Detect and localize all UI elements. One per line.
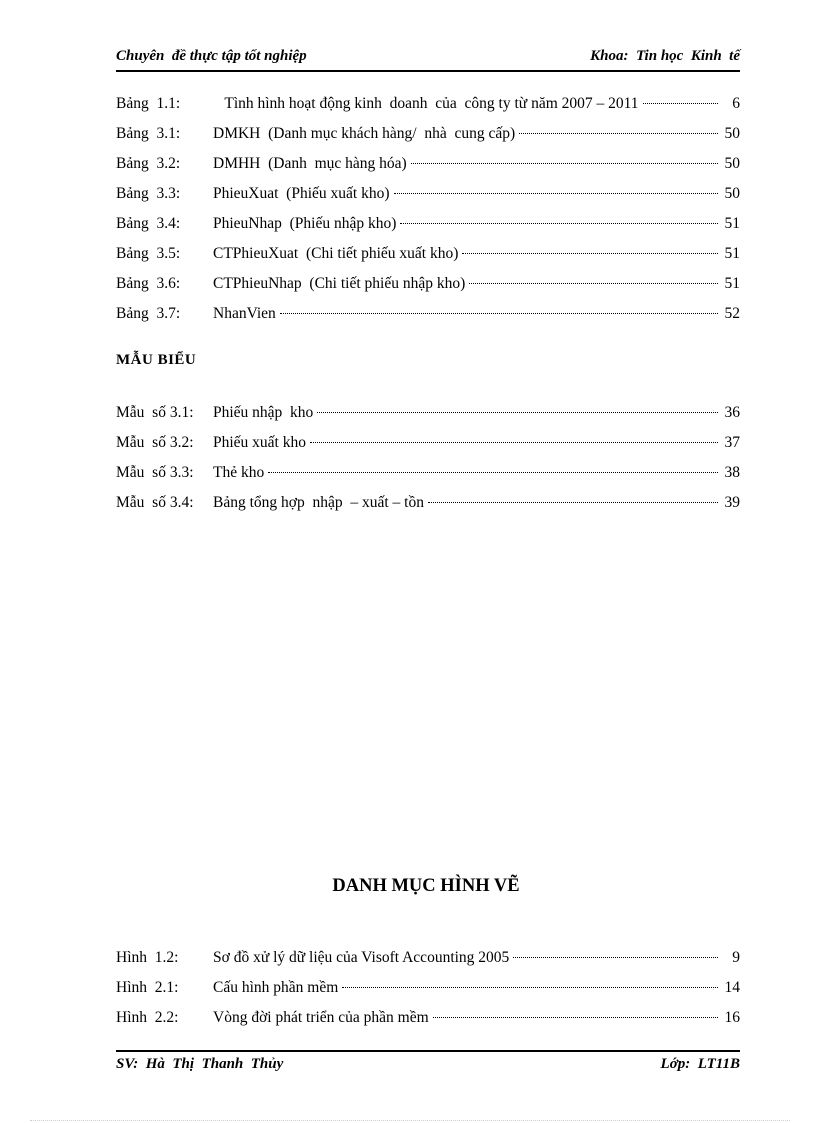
footer-student-name: SV: Hà Thị Thanh Thủy bbox=[116, 1056, 284, 1072]
entry-title: NhanVien bbox=[213, 305, 276, 322]
entry-title: Cấu hình phần mềm bbox=[213, 979, 339, 996]
entry-title: Tình hình hoạt động kinh doanh của công ty từ năm 2007 – 2011 bbox=[213, 95, 639, 112]
header-course-title: Chuyên đề thực tập tốt nghiệp bbox=[116, 48, 307, 64]
dot-leader bbox=[519, 132, 718, 134]
entry-label: Bảng 3.7: bbox=[116, 305, 181, 322]
header-faculty: Khoa: Tin học Kinh tế bbox=[590, 48, 740, 64]
dot-leader bbox=[469, 282, 718, 284]
page-edge-dots bbox=[30, 1120, 790, 1121]
entry-page-number: 50 bbox=[724, 125, 740, 142]
form-entry bbox=[116, 458, 740, 488]
entry-label: Mẫu số 3.1: bbox=[116, 404, 194, 421]
entry-page-number: 38 bbox=[724, 464, 740, 481]
entry-label: Bảng 3.2: bbox=[116, 155, 181, 172]
entry-title: DMKH (Danh mục khách hàng/ nhà cung cấp) bbox=[213, 125, 516, 142]
form-entry bbox=[116, 398, 740, 428]
entry-title: Phiếu nhập kho bbox=[213, 404, 314, 421]
entry-page-number: 16 bbox=[724, 1009, 740, 1026]
dot-leader bbox=[428, 501, 718, 503]
entry-title: Bảng tổng hợp nhập – xuất – tồn bbox=[213, 494, 424, 511]
entry-title: Thẻ kho bbox=[213, 464, 265, 481]
entry-title: DMHH (Danh mục hàng hóa) bbox=[213, 155, 407, 172]
entry-label: Mẫu số 3.2: bbox=[116, 434, 194, 451]
figure-entry bbox=[116, 1003, 740, 1033]
entry-title: CTPhieuNhap (Chi tiết phiếu nhập kho) bbox=[213, 275, 466, 292]
entry-page-number: 9 bbox=[732, 949, 740, 966]
footer-rule bbox=[116, 1050, 740, 1052]
figure-entry bbox=[116, 973, 740, 1003]
entry-title: Phiếu xuất kho bbox=[213, 434, 306, 451]
dot-leader bbox=[513, 956, 718, 958]
figure-entry bbox=[116, 943, 740, 973]
entry-label: Bảng 3.6: bbox=[116, 275, 181, 292]
entry-title: PhieuXuat (Phiếu xuất kho) bbox=[213, 185, 390, 202]
entry-label: Bảng 1.1: bbox=[116, 95, 181, 112]
entry-page-number: 50 bbox=[724, 185, 740, 202]
entry-label: Bảng 3.5: bbox=[116, 245, 181, 262]
dot-leader bbox=[268, 471, 718, 473]
dot-leader bbox=[462, 252, 718, 254]
form-entry bbox=[116, 428, 740, 458]
entry-title: Vòng đời phát triển của phần mềm bbox=[213, 1009, 429, 1026]
entry-title: PhieuNhap (Phiếu nhập kho) bbox=[213, 215, 397, 232]
entry-page-number: 51 bbox=[724, 275, 740, 292]
dot-leader bbox=[643, 102, 718, 104]
entry-label: Bảng 3.1: bbox=[116, 125, 181, 142]
entry-label: Bảng 3.3: bbox=[116, 185, 181, 202]
entry-label: Bảng 3.4: bbox=[116, 215, 181, 232]
table-entry bbox=[116, 89, 740, 119]
table-of-figures bbox=[116, 943, 740, 1033]
table-entry bbox=[116, 179, 740, 209]
footer-class: Lớp: LT11B bbox=[660, 1056, 740, 1072]
entry-label: Mẫu số 3.4: bbox=[116, 494, 194, 511]
entry-label: Hình 2.1: bbox=[116, 979, 179, 996]
page-header bbox=[116, 48, 740, 65]
entry-page-number: 51 bbox=[724, 245, 740, 262]
form-entry bbox=[116, 488, 740, 518]
table-entry bbox=[116, 119, 740, 149]
entry-page-number: 36 bbox=[724, 404, 740, 421]
entry-label: Hình 2.2: bbox=[116, 1009, 179, 1026]
entry-page-number: 52 bbox=[724, 305, 740, 322]
entry-page-number: 50 bbox=[724, 155, 740, 172]
entry-page-number: 51 bbox=[724, 215, 740, 232]
entry-label: Hình 1.2: bbox=[116, 949, 179, 966]
entry-title: Sơ đồ xử lý dữ liệu của Visoft Accounting 2005 bbox=[213, 949, 510, 966]
dot-leader bbox=[342, 986, 718, 988]
dot-leader bbox=[310, 441, 718, 443]
dot-leader bbox=[400, 222, 718, 224]
entry-page-number: 14 bbox=[724, 979, 740, 996]
dot-leader bbox=[411, 162, 718, 164]
table-of-tables bbox=[116, 89, 740, 329]
table-entry bbox=[116, 149, 740, 179]
page-footer bbox=[116, 1056, 740, 1073]
entry-page-number: 6 bbox=[732, 95, 740, 112]
table-of-forms bbox=[116, 398, 740, 518]
entry-page-number: 39 bbox=[724, 494, 740, 511]
dot-leader bbox=[317, 411, 718, 413]
entry-title: CTPhieuXuat (Chi tiết phiếu xuất kho) bbox=[213, 245, 459, 262]
dot-leader bbox=[280, 312, 718, 314]
table-entry bbox=[116, 209, 740, 239]
dot-leader bbox=[433, 1016, 718, 1018]
forms-heading: MẪU BIỂU bbox=[116, 352, 197, 368]
dot-leader bbox=[394, 192, 718, 194]
table-entry bbox=[116, 299, 740, 329]
figures-heading: DANH MỤC HÌNH VẼ bbox=[332, 876, 520, 896]
header-rule bbox=[116, 70, 740, 72]
entry-page-number: 37 bbox=[724, 434, 740, 451]
table-entry bbox=[116, 269, 740, 299]
entry-label: Mẫu số 3.3: bbox=[116, 464, 194, 481]
table-entry bbox=[116, 239, 740, 269]
